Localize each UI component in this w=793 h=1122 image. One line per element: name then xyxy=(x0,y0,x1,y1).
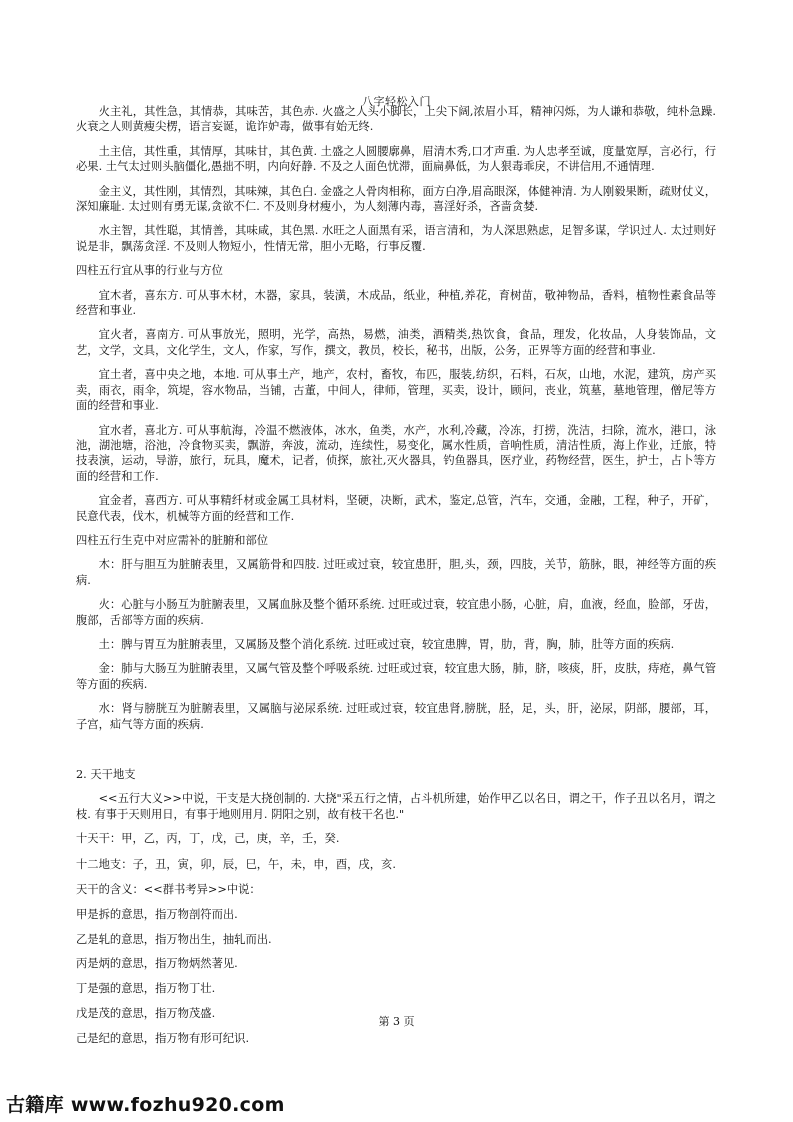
earthly-branches-list: 十二地支：子，丑，寅，卯，辰，巳，午，未，申，酉，戌，亥. xyxy=(76,857,396,871)
stem-meaning: 丁是强的意思，指万物丁壮. xyxy=(76,982,216,996)
section-gap xyxy=(76,741,716,765)
organ-water: 水：肾与膀胱互为脏腑表里，又属脑与泌尿系统. 过旺或过衰，较宜患肾,膀胱，胫，足，头，肝，泌尿，阴部，腰部，耳，子宫，疝气等方面的疾病. xyxy=(76,702,716,731)
section-heading-stems-branches: 2. 天干地支 xyxy=(76,768,136,781)
stem-meaning: 甲是拆的意思，指万物剖符而出. xyxy=(76,907,238,921)
heavenly-stems-list: 十天干：甲，乙，丙，丁，戊，己，庚，辛，壬，癸. xyxy=(76,832,340,846)
paragraph-water: 水主智，其性聪，其情善，其味咸，其色黑. 水旺之人面黑有采，语言清和，为人深思熟虑，足智多谋，学识过人. 太过则好说是非，飘荡贪淫. 不及则人物短小，性情无常，胆小无略，行事反覆. xyxy=(76,224,716,253)
organ-wood: 木：肝与胆互为脏腑表里，又属筋骨和四肢. 过旺或过衰，较宜患肝，胆,头，颈，四肢，关节，筋脉，眼，神经等方面的疾病. xyxy=(76,558,716,587)
stems-meaning-intro: 天干的含义：<<群书考异>>中说： xyxy=(76,883,261,897)
paragraph-metal: 金主义，其性刚，其情烈，其味辣，其色白. 金盛之人骨肉相称，面方白净,眉高眼深，体健神清. 为人刚毅果断，疏财仗义，深知廉耻. 太过则有勇无谋,贪欲不仁. 不及则身材瘦小，为人刻薄内毒，喜淫好杀，吝啬贪婪. xyxy=(76,184,716,214)
stem-meaning: 丙是炳的意思，指万物炳然著见. xyxy=(76,957,238,971)
site-watermark: 古籍库 www.fozhu920.com xyxy=(6,1094,285,1116)
trade-wood: 宜木者，喜东方. 可从事木材，木器，家具，装潢，木成品，纸业，种植,养花，育树苗，敬神物品，香料，植物性素食品等经营和事业. xyxy=(76,288,716,318)
section-heading-trades: 四柱五行宜从事的行业与方位 xyxy=(76,264,223,278)
page-number: 第 3 页 xyxy=(378,1015,415,1028)
trade-water: 宜水者，喜北方. 可从事航海，冷温不燃液体，冰水，鱼类，水产，水利,冷藏，冷冻，打捞，洗洁，扫除，流水，港口，泳池，湖池塘，浴池，冷食物买卖，飘游，奔波，流动，连续性，易变化，属水性质，音响性质，清洁性质，海上作业，迁旅，特技表演，运动，导游，旅行，玩具，魔术，记者，侦探，旅社,灭火器具，钓鱼器具，医疗业，药物经营，医生，护士，占卜等方面的经营和工作. xyxy=(76,423,716,483)
paragraph-earth: 土主信，其性重，其情厚，其味甘，其色黄. 土盛之人圆腰廓鼻，眉清木秀,口才声重. 为人忠孝至诚，度量宽厚，言必行，行必果. 土气太过则头脑僵化,愚拙不明，内向好静. 不及之人面色忧滞，面扁鼻低，为人狠毒乖戾，不讲信用,不通情理. xyxy=(76,144,716,174)
stem-meaning: 戊是茂的意思，指万物茂盛. xyxy=(76,1007,216,1021)
page-content xyxy=(76,104,716,1056)
paragraph-fire: 火主礼，其性急，其情恭，其味苦，其色赤. 火盛之人头小脚长，上尖下阔,浓眉小耳，精神闪烁，为人谦和恭敬，纯朴急躁. 火衰之人则黄瘦尖楞，语言妄诞，诡诈妒毒，做事有始无终. xyxy=(76,105,716,134)
stems-intro: <<五行大义>>中说，干支是大挠创制的. 大挠"采五行之情，占斗机所建，始作甲乙以名日，谓之干，作子丑以名月，谓之枝. 有事于天则用日，有事于地则用月. 阴阳之别，故有枝干名也." xyxy=(76,792,716,821)
organ-fire: 火：心脏与小肠互为脏腑表里，又属血脉及整个循环系统. 过旺或过衰，较宜患小肠，心脏，肩，血液，经血，脸部，牙齿，腹部，舌部等方面的疾病. xyxy=(76,598,716,627)
trade-metal: 宜金者，喜西方. 可从事精纤材或金属工具材料，坚硬，决断，武术，鉴定,总管，汽车，交通，金融，工程，种子，开矿，民意代表，伐木，机械等方面的经营和工作. xyxy=(76,494,716,523)
running-title: 八字轻松入门 xyxy=(362,95,431,108)
trade-fire: 宜火者，喜南方. 可从事放光，照明，光学，高热，易燃，油类，酒精类,热饮食，食品，理发，化妆品，人身装饰品，文艺，文学，文具，文化学生，文人，作家，写作，撰文，教员，校长，秘书，出版，公务，正界等方面的经营和事业. xyxy=(76,328,716,357)
organ-earth: 土：脾与胃互为脏腑表里，又属肠及整个消化系统. 过旺或过衰，较宜患脾，胃，肋，背，胸，肺，肚等方面的疾病. xyxy=(98,637,675,651)
trade-earth: 宜土者，喜中央之地，本地. 可从事土产，地产，农村，畜牧，布匹，服装,纺织，石料，石灰，山地，水泥，建筑，房产买卖，雨衣，雨伞，筑堤，容水物品，当铺，古董，中间人，律师，管理，买卖，设计，顾问，丧业，筑墓，墓地管理，僧尼等方面的经营和事业. xyxy=(76,368,716,413)
stem-meaning: 乙是轧的意思，指万物出生，抽轧而出. xyxy=(76,932,272,946)
section-heading-organs: 四柱五行生克中对应需补的脏腑和部位 xyxy=(76,533,269,547)
stem-meaning: 己是纪的意思，指万物有形可纪识. xyxy=(76,1031,250,1045)
organ-metal: 金：肺与大肠互为脏腑表里，又属气管及整个呼吸系统. 过旺或过衰，较宜患大肠，肺，脐，咳痰，肝，皮肤，痔疮，鼻气管等方面的疾病. xyxy=(76,662,716,691)
